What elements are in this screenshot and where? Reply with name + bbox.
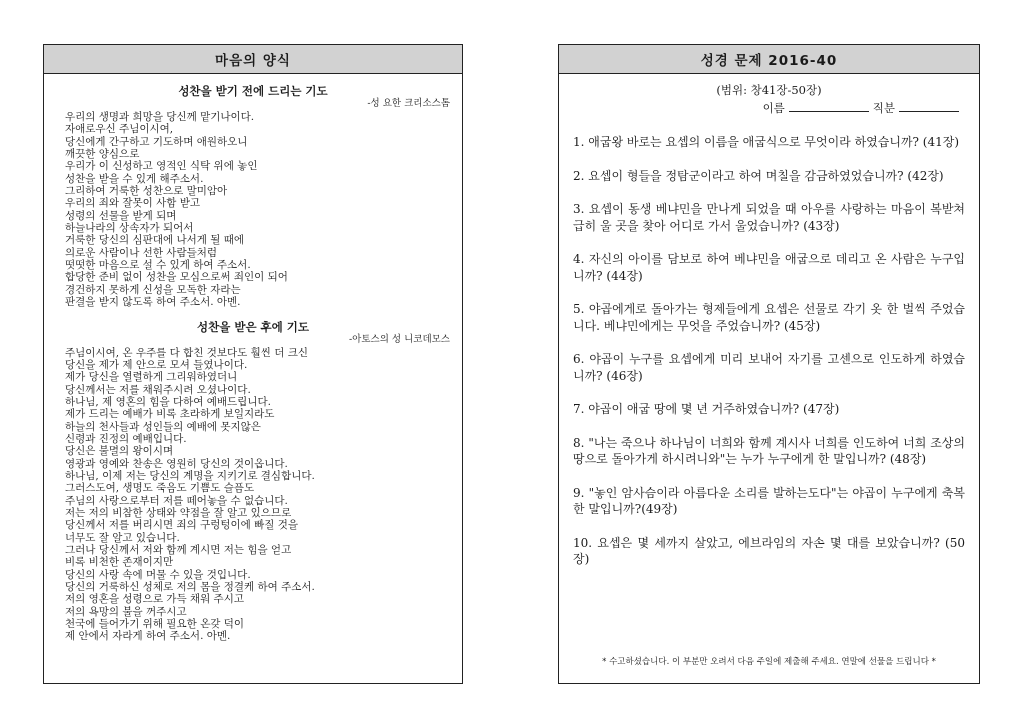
prayer-line: 주님이시여, 온 우주를 다 합친 것보다도 훨씬 더 크신 bbox=[65, 346, 309, 359]
question-item: 4. 자신의 아이를 담보로 하여 베냐민을 애굽으로 데리고 온 사람은 누구입니까? (44장) bbox=[573, 252, 965, 283]
prayer-line: 당신은 불멸의 왕이시며 bbox=[65, 445, 174, 458]
right-panel-header: 성경 문제 2016-40 bbox=[559, 45, 979, 74]
question-item: 7. 야곱이 애굽 땅에 몇 년 거주하였습니까? (47장) bbox=[573, 402, 840, 416]
prayer-line: 의로운 사람이나 선한 사람들처럼 bbox=[65, 246, 218, 259]
prayer-line: 우리의 죄와 잘못이 사함 받고 bbox=[65, 197, 201, 210]
question-item: 2. 요셉이 형들을 정탐군이라고 하여 며칠을 감금하였었습니까? (42장) bbox=[573, 168, 944, 183]
prayer-line: 깨끗한 양심으로 bbox=[65, 148, 140, 161]
prayer-line: 자애로우신 주님이시여, bbox=[65, 123, 174, 136]
prayer-line: 당신에게 간구하고 기도하며 애원하오니 bbox=[65, 135, 248, 148]
prayer-line: 경건하지 못하게 신성을 모독한 자라는 bbox=[65, 283, 241, 296]
prayer-line: 저의 영혼을 성령으로 가득 채워 주시고 bbox=[65, 593, 244, 606]
prayer-line: 천국에 들어가기 위해 필요한 온갖 덕이 bbox=[65, 618, 244, 631]
question-list bbox=[573, 134, 965, 568]
prayer-line: 당신께서 저를 버리시면 죄의 구렁텅이에 빠질 것을 bbox=[65, 519, 299, 532]
prayer-line: 제 안에서 자라게 하여 주소서. 아멘. bbox=[65, 630, 231, 643]
prayer-line: 하늘의 천사들과 성인들의 예배에 못지않은 bbox=[65, 420, 261, 433]
prayer-line: 당신의 사랑 속에 머물 수 있을 것입니다. bbox=[65, 568, 251, 581]
name-blank[interactable] bbox=[789, 101, 869, 112]
prayer-line: 떳떳한 마음으로 설 수 있게 하여 주소서. bbox=[65, 259, 251, 272]
section1-author: -성 요한 크리소스톰 bbox=[367, 98, 450, 109]
prayer-line: 우리가 이 신성하고 영적인 식탁 위에 놓인 bbox=[65, 160, 258, 173]
prayer-line: 신령과 진정의 예배입니다. bbox=[65, 432, 187, 445]
prayer-line: 하늘나라의 상속자가 되어서 bbox=[65, 222, 194, 235]
footnote: * 수고하셨습니다. 이 부분만 오려서 다음 주일에 제출해 주세요. 연말에 선물을 드립니다 * bbox=[602, 657, 936, 667]
section2-title: 성찬을 받은 후에 기도 bbox=[197, 319, 309, 334]
prayer-line: 비록 비천한 존재이지만 bbox=[65, 556, 174, 569]
prayer-line: 하나님, 이제 저는 당신의 계명을 지키기로 결심합니다. bbox=[65, 469, 315, 482]
right-panel bbox=[558, 44, 980, 684]
section1-title: 성찬을 받기 전에 드리는 기도 bbox=[178, 84, 328, 98]
prayer-line: 합당한 준비 없이 성찬을 모심으로써 죄인이 되어 bbox=[65, 271, 288, 284]
prayer-line: 당신께서는 저를 채워주시려 오셨나이다. bbox=[65, 383, 251, 396]
left-panel bbox=[43, 44, 463, 684]
prayer-line: 당신을 제가 제 안으로 모셔 들였나이다. bbox=[65, 358, 248, 371]
prayer-line: 너무도 잘 알고 있습니다. bbox=[65, 531, 180, 544]
prayer-line: 그러나 당신께서 저와 함께 계시면 저는 힘을 얻고 bbox=[65, 544, 292, 556]
prayer-line: 영광과 영예와 찬송은 영원히 당신의 것이옵니다. bbox=[65, 457, 288, 470]
prayer-line: 하나님, 제 영혼의 힘을 다하여 예배드립니다. bbox=[65, 395, 271, 408]
name-label: 이름 bbox=[762, 101, 785, 115]
prayer-line: 우리의 생명과 희망을 당신께 맡기나이다. bbox=[65, 111, 255, 123]
prayer-line: 당신의 거룩하신 성체로 저의 몸을 정결케 하여 주소서. bbox=[65, 581, 315, 594]
prayer-line: 제가 당신을 열렬하게 그리워하였더니 bbox=[65, 371, 238, 384]
prayer-line: 그러스도여, 생명도 죽음도 기쁨도 슬픔도 bbox=[65, 482, 255, 495]
left-panel-header: 마음의 양식 bbox=[44, 45, 462, 74]
question-item: 8. "나는 죽으나 하나님이 너희와 함께 계시사 너희를 인도하여 너희 조상의 땅으로 돌아가게 하시려니와"는 누가 누구에게 한 말입니까? (48장) bbox=[573, 435, 965, 466]
prayer-line: 주님의 사랑으로부터 저를 떼어놓을 수 없습니다. bbox=[65, 494, 288, 507]
quiz-range: (범위: 창41장-50장) bbox=[716, 83, 822, 97]
role-blank[interactable] bbox=[899, 101, 959, 112]
question-item: 1. 애굽왕 바로는 요셉의 이름을 애굽식으로 무엇이라 하였습니까? (41장) bbox=[573, 135, 960, 149]
question-item: 3. 요셉이 동생 베냐민을 만나게 되었을 때 아우를 사랑하는 마음이 복받쳐 급히 울 곳을 찾아 어디로 가서 울었습니까? (43장) bbox=[573, 202, 965, 233]
prayer-line: 저의 욕망의 불을 꺼주시고 bbox=[65, 605, 187, 618]
role-label: 직분 bbox=[872, 101, 895, 115]
question-item: 6. 야곱이 누구를 요셉에게 미리 보내어 자기를 고센으로 인도하게 하였습니까? (46장) bbox=[573, 352, 965, 383]
prayer-line: 성찬을 받을 수 있게 해주소서. bbox=[65, 172, 204, 185]
prayer-line: 그리하여 거룩한 성찬으로 말미암아 bbox=[65, 185, 228, 198]
question-item: 5. 야곱에게로 돌아가는 형제들에게 요셉은 선물로 각기 옷 한 벌씩 주었습니다. 베냐민에게는 무엇을 주었습니까? (45장) bbox=[573, 302, 965, 333]
section2-lines bbox=[65, 347, 462, 643]
section1-lines bbox=[65, 111, 462, 309]
quiz-body bbox=[559, 82, 979, 568]
prayer-line: 제가 드리는 예배가 비록 초라하게 보일지라도 bbox=[65, 408, 275, 421]
question-item: 10. 요셉은 몇 세까지 살았고, 에브라임의 자손 몇 대를 보았습니까? (50장) bbox=[573, 535, 965, 566]
prayer-line: 저는 저의 비참한 상태와 약점을 잘 알고 있으므로 bbox=[65, 506, 292, 519]
prayer-line: 거룩한 당신의 심판대에 나서게 될 때에 bbox=[65, 234, 244, 247]
prayer-line: 판결을 받지 않도록 하여 주소서. 아멘. bbox=[65, 296, 241, 309]
section2-author: -아토스의 성 니코데모스 bbox=[348, 333, 450, 345]
prayer-line: 성령의 선물을 받게 되며 bbox=[65, 209, 177, 222]
question-item: 9. "놓인 암사슴이라 아름다운 소리를 발하는도다"는 야곱이 누구에게 축복한 말입니까?(49장) bbox=[573, 485, 965, 516]
name-role-row bbox=[573, 100, 959, 116]
